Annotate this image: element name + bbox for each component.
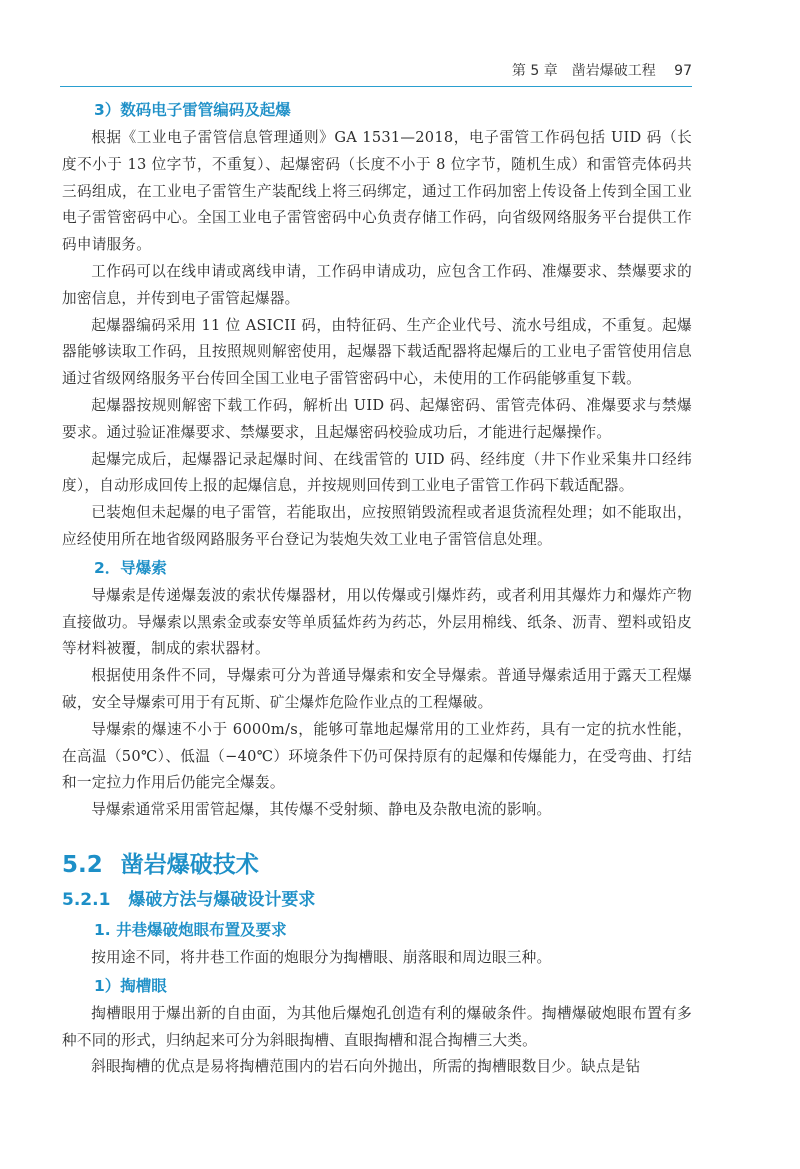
numbered-heading: 3）数码电子雷管编码及起爆 <box>94 101 291 119</box>
paragraph: 按用途不同，将井巷工作面的炮眼分为掏槽眼、崩落眼和周边眼三种。 <box>91 948 552 966</box>
paragraph: 已装炮但未起爆的电子雷管，若能取出，应按照销毁流程或者退货流程处理；如不能取出，应经使用所在地省级网路服务平台登记为装炮失效工业电子雷管信息处理。 <box>62 504 692 548</box>
numbered-heading: 2．导爆索 <box>94 558 167 577</box>
subsection-heading <box>62 884 692 916</box>
paragraph: 导爆索通常采用雷管起爆，其传爆不受射频、静电及杂散电流的影响。 <box>91 801 552 819</box>
paragraph: 根据《工业电子雷管信息管理通则》GA 1531—2018，电子雷管工作码包括 UID 码（长度不小于 13 位字节，不重复）、起爆密码（长度不小于 8 位字节，随机生成）和雷管壳体码共三码组成，在工业电子雷管生产装配线上将三码绑定，通过工作码加密上传设备上传到全国工业电子雷管密码中心。全国工业电子雷管密码中心负责存储工作码，向省级网络服务平台提供工作码申请服务。 <box>62 129 692 254</box>
header-rule <box>60 86 692 87</box>
section-number: 5.2 <box>62 851 103 878</box>
paragraph: 导爆索是传递爆轰波的索状传爆器材，用以传爆或引爆炸药，或者利用其爆炸力和爆炸产物直接做功。导爆索以黑索金或泰安等单质猛炸药为药芯，外层用棉线、纸条、沥青、塑料或铅皮等材料被覆，制成的索状器材。 <box>62 586 692 658</box>
subsection-number: 5.2.1 <box>62 889 111 910</box>
numbered-heading: 1）掏槽眼 <box>94 976 167 995</box>
paragraph: 起爆器编码采用 11 位 ASICII 码，由特征码、生产企业代号、流水号组成，不重复。起爆器能够读取工作码，且按照规则解密使用，起爆器下载适配器将起爆后的工业电子雷管使用信息通过省级网络服务平台传回全国工业电子雷管密码中心，未使用的工作码能够重复下载。 <box>62 316 692 388</box>
section-heading <box>62 846 692 884</box>
paragraph: 掏槽眼用于爆出新的自由面，为其他后爆炮孔创造有利的爆破条件。掏槽爆破炮眼布置有多种不同的形式，归纳起来可分为斜眼掏槽、直眼掏槽和混合掏槽三大类。 <box>62 1004 692 1049</box>
running-header <box>100 60 692 84</box>
section-text: 凿岩爆破技术 <box>120 851 259 878</box>
paragraph: 导爆索的爆速不小于 6000m/s，能够可靠地起爆常用的工业炸药，具有一定的抗水性能，在高温（50℃）、低温（−40℃）环境条件下仍可保持原有的起爆和传爆能力，在受弯曲、打结和一定拉力作用后仍能完全爆轰。 <box>62 720 692 792</box>
paragraph: 起爆完成后，起爆器记录起爆时间、在线雷管的 UID 码、经纬度（井下作业采集井口经纬度），自动形成回传上报的起爆信息，并按规则回传到工业电子雷管工作码下载适配器。 <box>62 450 692 495</box>
page-number: 97 <box>674 63 692 79</box>
page-body <box>62 96 692 1081</box>
numbered-heading: 1. 井巷爆破炮眼布置及要求 <box>94 920 287 939</box>
paragraph: 起爆器按规则解密下载工作码，解析出 UID 码、起爆密码、雷管壳体码、准爆要求与禁爆要求。通过验证准爆要求、禁爆要求，且起爆密码校验成功后，才能进行起爆操作。 <box>62 396 692 441</box>
subsection-text: 爆破方法与爆破设计要求 <box>128 889 316 910</box>
paragraph: 工作码可以在线申请或离线申请，工作码申请成功，应包含工作码、准爆要求、禁爆要求的加密信息，并传到电子雷管起爆器。 <box>62 262 692 307</box>
chapter-title: 第 5 章 凿岩爆破工程 <box>511 63 656 79</box>
paragraph: 根据使用条件不同，导爆索可分为普通导爆索和安全导爆索。普通导爆索适用于露天工程爆破，安全导爆索可用于有瓦斯、矿尘爆炸危险作业点的工程爆破。 <box>62 667 692 711</box>
paragraph: 斜眼掏槽的优点是易将掏槽范围内的岩石向外抛出，所需的掏槽眼数目少。缺点是钻 <box>91 1058 641 1076</box>
